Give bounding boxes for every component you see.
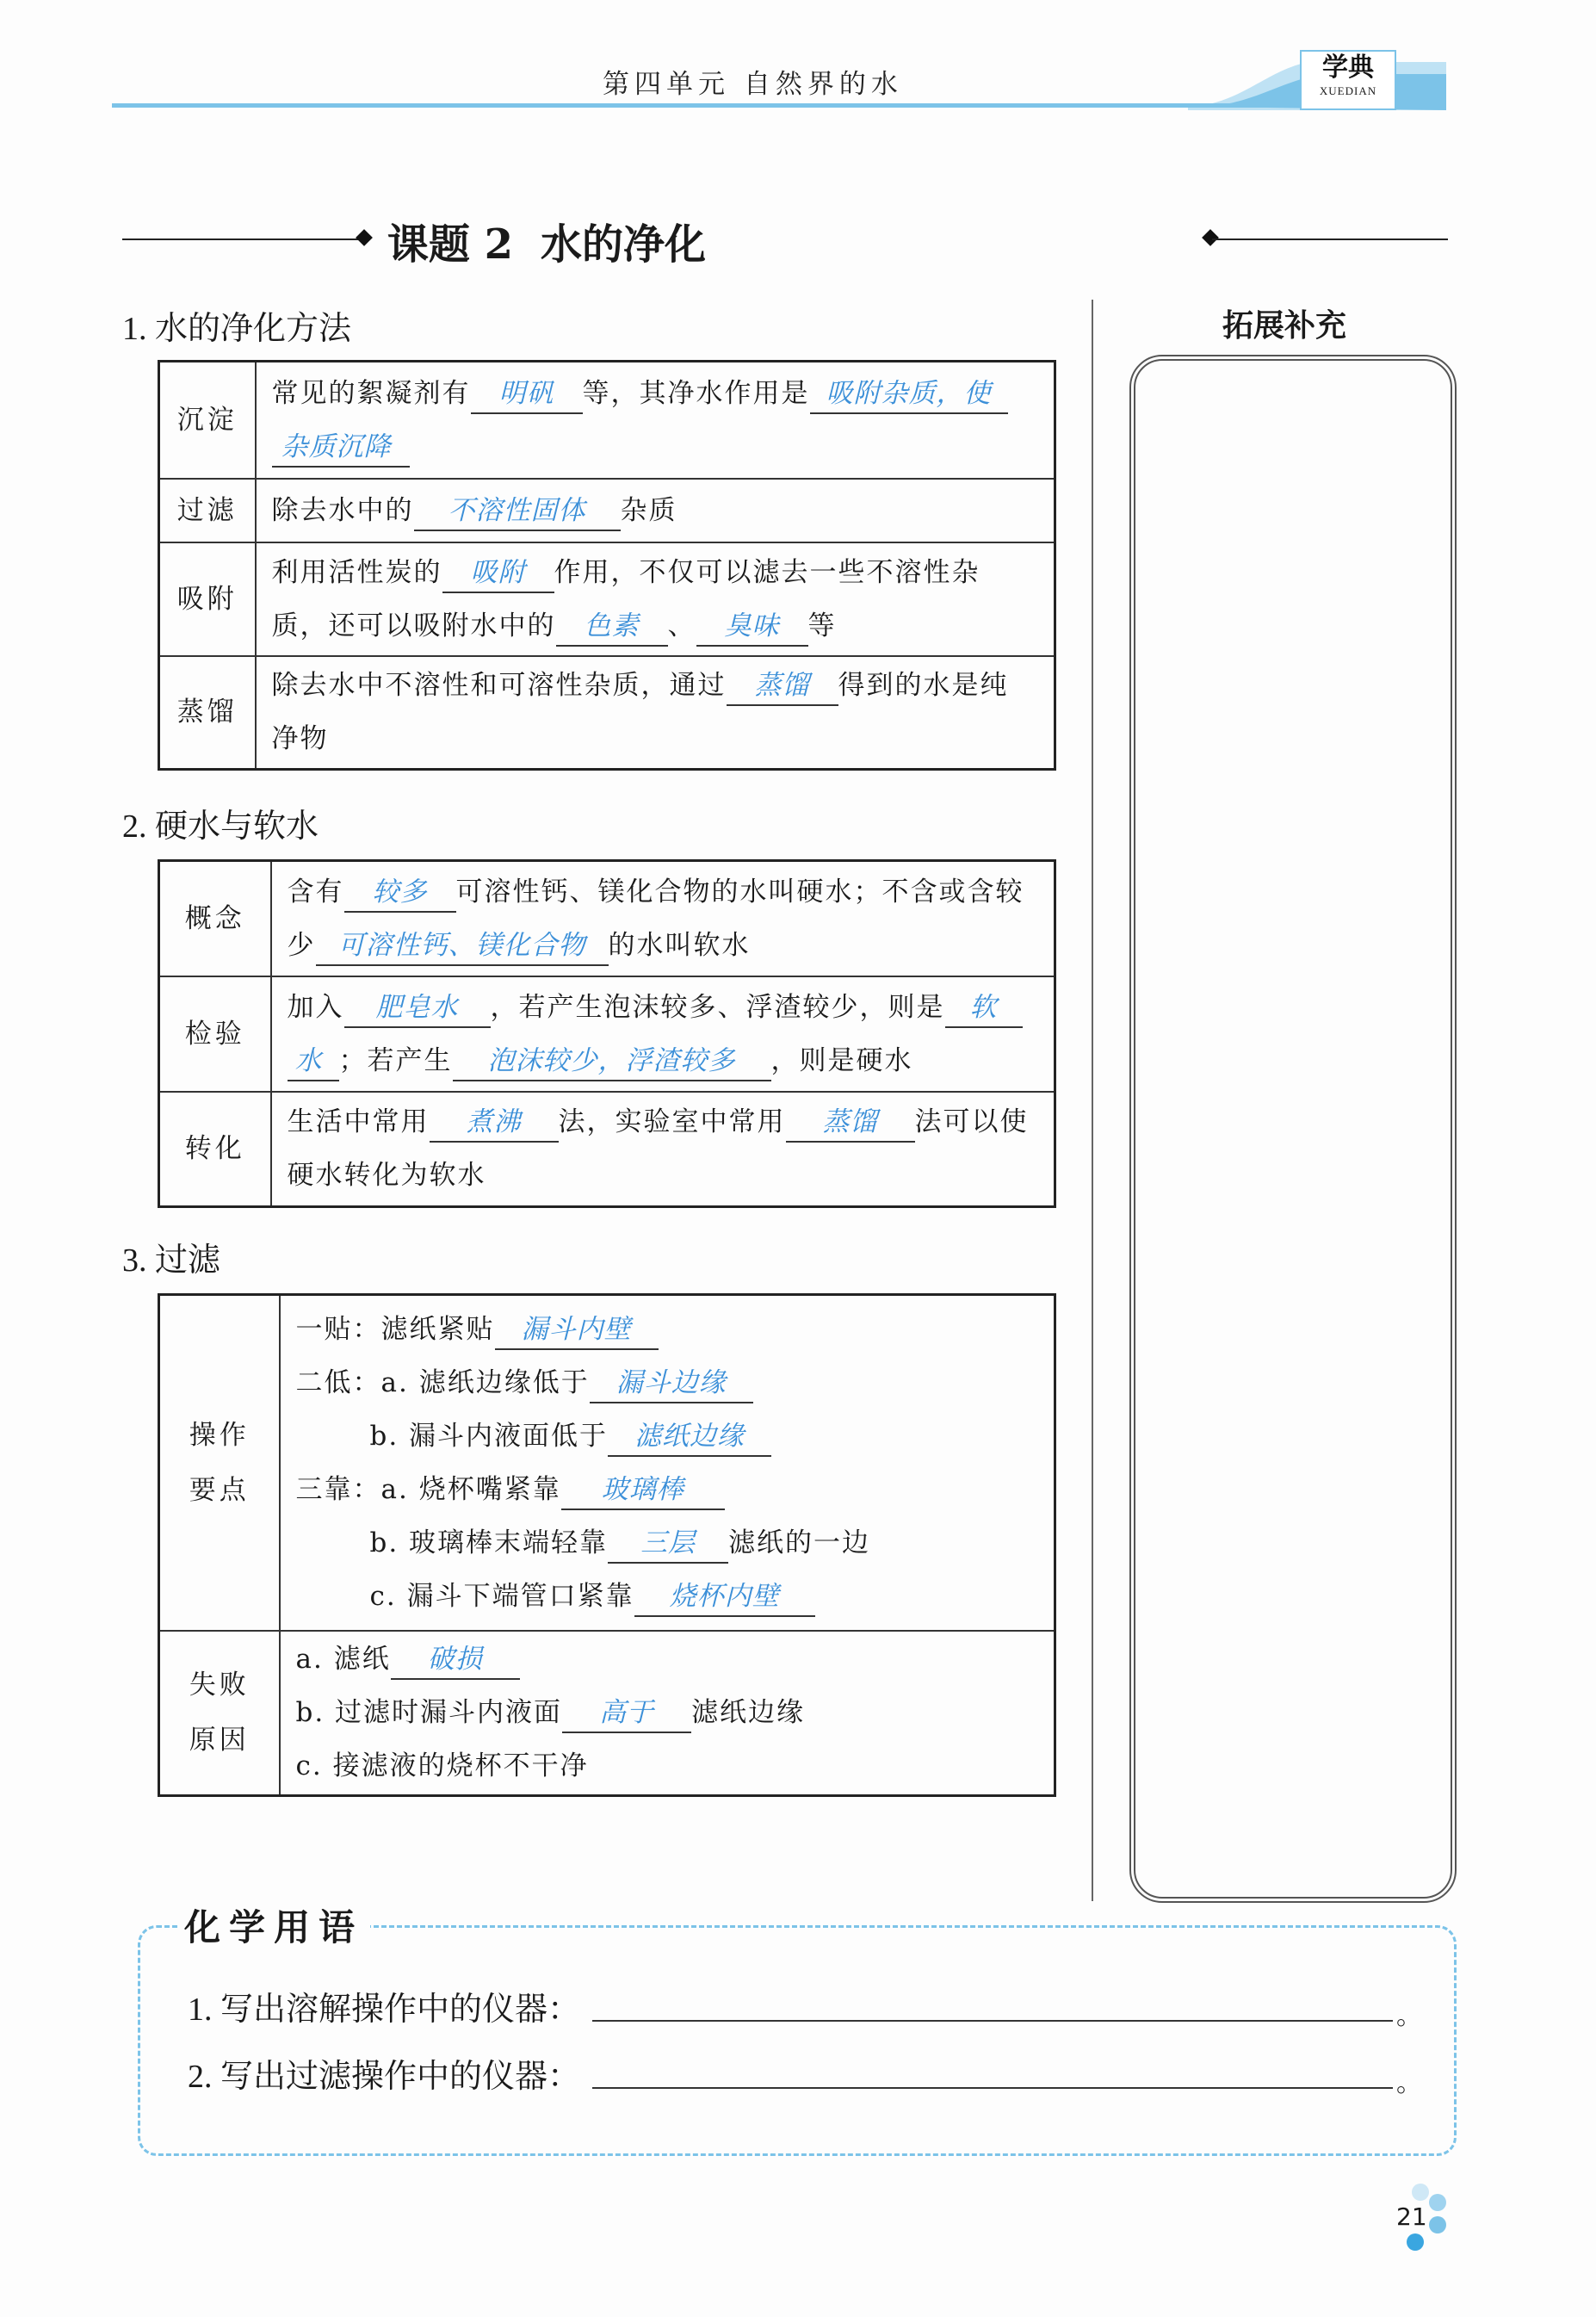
row-content <box>280 1295 1055 1631</box>
text: 一贴：滤纸紧贴 <box>295 1313 495 1345</box>
text: 等，其净水作用是 <box>582 377 810 409</box>
text: 的水叫软水 <box>608 929 751 961</box>
row-label <box>159 1631 280 1796</box>
text: 常见的絮凝剂有 <box>271 377 471 409</box>
table-row <box>159 656 1055 770</box>
answer-blank: 漏斗边缘 <box>590 1364 753 1403</box>
row-label: 检验 <box>159 976 271 1092</box>
section3-title: 3. 过滤 <box>122 1242 221 1279</box>
text: 滤纸边缘 <box>691 1697 806 1729</box>
text: 硬水转化为软水 <box>287 1160 486 1192</box>
hex-dot-icon <box>1407 2233 1424 2251</box>
row-label: 沉淀 <box>159 362 256 479</box>
text: a. 滤纸 <box>295 1644 391 1676</box>
text: 少 <box>287 929 316 961</box>
text: 作用，不仅可以滤去一些不溶性杂 <box>554 556 980 588</box>
answer-blank: 蒸馏 <box>727 666 838 706</box>
section1-title: 1. 水的净化方法 <box>122 311 352 347</box>
row-content <box>256 542 1055 656</box>
answer-blank: 杂质沉降 <box>272 428 410 468</box>
list-item <box>296 1409 1042 1463</box>
logo-sub-text: XUEDIAN <box>1319 84 1377 97</box>
label-line: 要点 <box>189 1474 250 1506</box>
text: 三靠：a. 烧杯嘴紧靠 <box>295 1473 561 1505</box>
text: ；若产生 <box>338 1044 453 1076</box>
text: b. 玻璃棒末端轻靠 <box>369 1527 609 1558</box>
title-rule-right <box>1212 239 1448 240</box>
text: 除去水中不溶性和可溶性杂质，通过 <box>271 670 727 702</box>
answer-blank: 煮沸 <box>430 1103 559 1143</box>
list-item <box>296 1463 1042 1516</box>
row-label: 转化 <box>159 1092 271 1207</box>
text: 质，还可以吸附水中的 <box>271 610 556 641</box>
column-divider <box>1092 300 1093 1901</box>
header-rule <box>112 103 1352 108</box>
row-content <box>256 479 1055 542</box>
answer-blank: 臭味 <box>696 607 808 647</box>
list-item <box>296 1570 1042 1623</box>
lesson-number: 课题 2 <box>387 220 514 269</box>
logo-main-text: 学典 <box>1322 53 1374 83</box>
page-number: 21 <box>1396 2202 1427 2231</box>
text: b. 过滤时漏斗内液面 <box>295 1697 563 1729</box>
table-row <box>159 479 1055 542</box>
table-row <box>159 1631 1055 1796</box>
text: 利用活性炭的 <box>271 556 442 588</box>
answer-blank: 明矾 <box>471 375 583 414</box>
row-content <box>256 656 1055 770</box>
text: 得到的水是纯 <box>838 670 1009 702</box>
answer-blank: 较多 <box>344 873 456 913</box>
text: 杂质 <box>620 494 677 526</box>
row-content <box>280 1631 1055 1796</box>
side-panel-title: 拓展补充 <box>1222 308 1347 344</box>
row-content <box>271 861 1055 976</box>
table-row <box>159 362 1055 479</box>
row-label: 过滤 <box>159 479 256 542</box>
label-line: 原因 <box>189 1725 250 1756</box>
label-line: 失败 <box>189 1670 250 1701</box>
answer-line-1[interactable] <box>592 2020 1393 2022</box>
chem-terms-title: 化学用语 <box>177 1899 370 1951</box>
hex-dot-icon <box>1412 2184 1429 2201</box>
purification-table <box>158 360 1056 771</box>
lesson-name: 水的净化 <box>541 220 707 269</box>
answer-blank: 高于 <box>562 1694 691 1733</box>
text: 二低：a. 滤纸边缘低于 <box>295 1366 590 1398</box>
row-content <box>271 1092 1055 1207</box>
answer-blank: 肥皂水 <box>344 988 491 1028</box>
unit-title: 第四单元 自然界的水 <box>603 69 903 100</box>
question-2: 2. 写出过滤操作中的仪器： <box>188 2059 581 2095</box>
diamond-right-icon <box>1202 229 1219 246</box>
filtration-table <box>158 1293 1056 1797</box>
text: 等 <box>807 610 837 641</box>
text: 可溶性钙、镁化合物的水叫硬水；不含或含较 <box>455 876 1024 908</box>
row-label <box>159 1295 280 1631</box>
section2-title: 2. 硬水与软水 <box>122 808 319 845</box>
row-label: 概念 <box>159 861 271 976</box>
table-row <box>159 1295 1055 1631</box>
table-row <box>159 976 1055 1092</box>
row-label: 蒸馏 <box>159 656 256 770</box>
table-row <box>159 861 1055 976</box>
answer-blank: 玻璃棒 <box>561 1471 725 1510</box>
side-panel-box <box>1129 355 1457 1903</box>
list-item <box>296 1686 1042 1739</box>
text: 除去水中的 <box>271 494 414 526</box>
answer-blank: 烧杯内壁 <box>634 1577 815 1617</box>
text: ，若产生泡沫较多、浮渣较少，则是 <box>490 991 945 1023</box>
text: 法，实验室中常用 <box>558 1106 786 1138</box>
answer-blank: 吸附 <box>442 554 554 593</box>
end-mark-2: 。 <box>1396 2068 1422 2098</box>
xuedian-logo <box>1300 50 1396 110</box>
text: 净物 <box>271 723 329 755</box>
text: 加入 <box>287 991 344 1023</box>
text: 法可以使 <box>914 1106 1029 1138</box>
answer-line-2[interactable] <box>592 2087 1393 2089</box>
answer-blank: 吸附杂质，使 <box>810 375 1008 414</box>
row-content <box>256 362 1055 479</box>
lesson-title <box>0 211 1093 270</box>
text: 滤纸的一边 <box>728 1527 871 1558</box>
row-label: 吸附 <box>159 542 256 656</box>
answer-blank: 蒸馏 <box>786 1103 915 1143</box>
answer-blank: 漏斗内壁 <box>495 1310 659 1350</box>
text: 生活中常用 <box>287 1106 430 1138</box>
list-item: c. 接滤液的烧杯不干净 <box>295 1750 589 1782</box>
text: c. 漏斗下端管口紧靠 <box>369 1580 634 1612</box>
hard-soft-water-table <box>158 859 1056 1208</box>
answer-blank: 破损 <box>391 1640 520 1680</box>
answer-blank: 色素 <box>556 607 668 647</box>
hex-dot-icon <box>1429 2194 1446 2211</box>
list-item <box>296 1356 1042 1409</box>
list-item <box>296 1516 1042 1570</box>
answer-blank: 泡沫较少，浮渣较多 <box>453 1042 771 1081</box>
text: b. 漏斗内液面低于 <box>369 1420 609 1452</box>
answer-blank: 可溶性钙、镁化合物 <box>316 926 609 966</box>
list-item <box>296 1303 1042 1356</box>
answer-blank: 水 <box>288 1042 339 1081</box>
answer-blank: 不溶性固体 <box>414 492 621 531</box>
list-item <box>296 1632 1042 1686</box>
question-1: 1. 写出溶解操作中的仪器： <box>188 1992 581 2028</box>
end-mark-1: 。 <box>1396 2001 1422 2031</box>
answer-blank: 滤纸边缘 <box>608 1417 771 1457</box>
text: ，则是硬水 <box>770 1044 913 1076</box>
chem-terms-box <box>138 1925 1457 2156</box>
table-row <box>159 542 1055 656</box>
table-row <box>159 1092 1055 1207</box>
hex-dot-icon <box>1429 2216 1446 2233</box>
answer-blank: 软 <box>945 988 1023 1028</box>
label-line: 操作 <box>189 1419 250 1451</box>
answer-blank: 三层 <box>608 1524 728 1564</box>
row-content <box>271 976 1055 1092</box>
text: 、 <box>667 610 696 641</box>
text: 含有 <box>287 876 344 908</box>
